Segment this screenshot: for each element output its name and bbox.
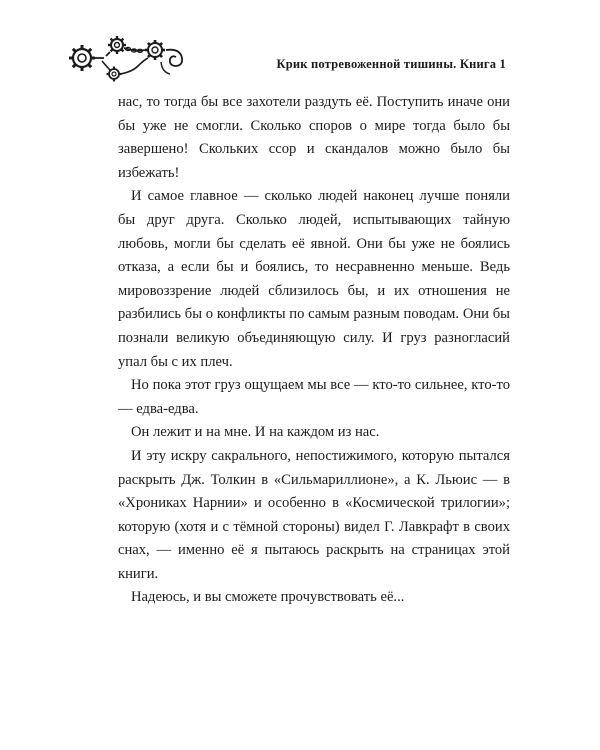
running-head: Крик потревоженной тишины. Книга 1 [276, 57, 506, 71]
paragraph: нас, то тогда бы все захотели раздуть её. Поступить иначе они бы уже не смогли. Сколько споров о мире тогда было бы завершено! Скольких ссор и скандалов можно было бы избежать! [118, 94, 510, 181]
paragraph: Но пока этот груз ощущаем мы все — кто-то сильнее, кто-то — едва-едва. [118, 377, 510, 417]
body-text [118, 91, 510, 610]
paragraph: Надеюсь, и вы сможете прочувствовать её... [131, 589, 405, 606]
paragraph: Он лежит и на мне. И на каждом из нас. [131, 424, 380, 441]
paragraph: И самое главное — сколько людей наконец лучше поняли бы друг друга. Сколько людей, испытывающих тайную любовь, могли бы сделать её явной. Они бы уже не боялись отказа, а если бы и боялись, то несравненно меньше. Ведь мировоззрение людей сблизилось бы, и их отношения не разбились бы о конфликты по самым разным поводам. Они бы познали великую объединяющую силу. И груз разногласий упал бы с их плеч. [118, 188, 510, 370]
paragraph: И эту искру сакрального, непостижимого, которую пытался раскрыть Дж. Толкин в «Сильмариллионе», а К. Льюис — в «Хрониках Нарнии» и особенно в «Космической трилогии»; которую (хотя и с тёмной стороны) видел Г. Лавкрафт в своих снах, — именно её я пытаюсь раскрыть на страницах этой книги. [118, 447, 510, 582]
steampunk-gears-chain-icon [62, 28, 192, 90]
